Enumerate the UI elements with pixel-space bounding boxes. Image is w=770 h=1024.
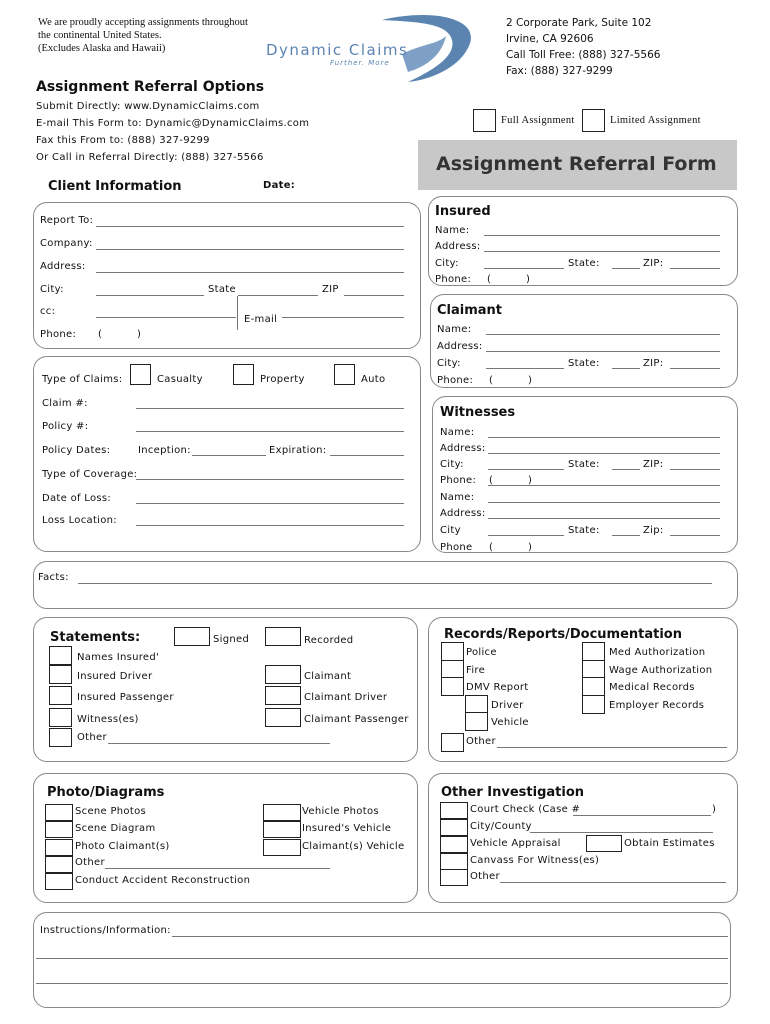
company-address [506, 15, 660, 79]
canvass-checkbox[interactable] [440, 853, 468, 870]
options-title: Assignment Referral Options [36, 79, 265, 95]
witness2-state-field[interactable] [612, 535, 640, 536]
date-of-loss-label: Date of Loss: [42, 493, 112, 504]
service-notice [38, 16, 248, 55]
insured-zip-label: ZIP: [643, 258, 664, 269]
city-county-field[interactable] [530, 832, 713, 833]
inception-field[interactable] [192, 455, 266, 456]
client-city-label: City: [40, 284, 64, 295]
claimant-passenger-label: Claimant Passenger [304, 714, 409, 725]
form-title-banner [418, 140, 737, 190]
city-county-label: City/County [470, 821, 532, 832]
address-phone: Call Toll Free: (888) 327-5566 [506, 49, 661, 61]
cc-label: cc: [40, 306, 56, 317]
fire-label: Fire [466, 665, 486, 676]
logo-tagline: Further. More [330, 59, 390, 67]
signed-checkbox[interactable] [174, 627, 210, 646]
claimant-name-label: Name: [437, 324, 472, 335]
options-email: E-mail This Form to: Dynamic@DynamicClaims.com [36, 117, 310, 129]
claimant-state-field[interactable] [612, 368, 640, 369]
insured-address-label: Address: [435, 241, 481, 252]
obtain-estimates-label: Obtain Estimates [624, 838, 715, 849]
insured-zip-field[interactable] [670, 268, 720, 269]
address-city: Irvine, CA 92606 [506, 33, 594, 45]
canvass-label: Canvass For Witness(es) [470, 855, 600, 866]
witness2-city-label: City [440, 525, 461, 536]
company-field[interactable] [96, 249, 404, 250]
instructions-field-2[interactable] [36, 958, 728, 959]
scene-photos-label: Scene Photos [75, 806, 147, 817]
insured-city-label: City: [435, 258, 459, 269]
instructions-label: Instructions/Information: [40, 925, 171, 936]
claimant-city-label: City: [437, 358, 461, 369]
recorded-label: Recorded [304, 635, 354, 646]
type-of-claims-label: Type of Claims: [42, 374, 123, 385]
reconstruction-label: Conduct Accident Reconstruction [75, 875, 251, 886]
vehicle-appraisal-label: Vehicle Appraisal [470, 838, 561, 849]
police-label: Police [466, 647, 497, 658]
witness1-address-field[interactable] [488, 453, 720, 454]
client-address-label: Address: [40, 261, 86, 272]
form-title: Assignment Referral Form [436, 153, 717, 175]
claimant-statement-label: Claimant [304, 671, 352, 682]
client-city-field[interactable] [96, 295, 204, 296]
claimant-title: Claimant [437, 303, 503, 318]
insured-vehicle-label: Insured's Vehicle [302, 823, 392, 834]
notice-line-1: We are proudly accepting assignments throughout [38, 17, 248, 28]
recorded-checkbox[interactable] [265, 627, 301, 646]
witness2-city-field[interactable] [488, 535, 564, 536]
insured-city-field[interactable] [484, 268, 564, 269]
loss-location-field[interactable] [136, 525, 404, 526]
witness1-phone-line[interactable] [488, 485, 720, 486]
photo-diagrams-title: Photo/Diagrams [47, 785, 165, 800]
other-investigation-label: Other [470, 871, 500, 882]
scene-diagram-checkbox[interactable] [45, 821, 73, 838]
witness1-state-label: State: [568, 459, 600, 470]
witnesses-checkbox[interactable] [49, 708, 72, 727]
claimant-address-label: Address: [437, 341, 483, 352]
court-check-checkbox[interactable] [440, 802, 468, 819]
statements-other-field[interactable] [108, 743, 330, 744]
police-checkbox[interactable] [441, 642, 464, 661]
statements-other-checkbox[interactable] [49, 728, 72, 747]
other-investigation-checkbox[interactable] [440, 869, 468, 886]
limited-assignment-label: Limited Assignment [610, 115, 701, 126]
photo-other-checkbox[interactable] [45, 856, 73, 873]
witness1-phone-label: Phone: [440, 475, 477, 486]
date-label: Date: [263, 180, 296, 191]
reconstruction-checkbox[interactable] [45, 873, 73, 890]
property-checkbox[interactable] [233, 364, 254, 385]
witness1-city-field[interactable] [488, 469, 564, 470]
report-to-label: Report To: [40, 215, 94, 226]
options-fax: Fax this From to: (888) 327-9299 [36, 135, 210, 146]
vehicle-appraisal-checkbox[interactable] [440, 836, 468, 853]
statements-title: Statements: [50, 630, 141, 645]
claimant-vehicle-checkbox[interactable] [263, 839, 301, 856]
claimant-name-field[interactable] [486, 334, 720, 335]
vehicle-photos-label: Vehicle Photos [302, 806, 379, 817]
dmv-report-checkbox[interactable] [441, 677, 464, 696]
statements-other-label: Other [77, 732, 107, 743]
casualty-label: Casualty [157, 374, 203, 385]
witness1-zip-field[interactable] [670, 469, 720, 470]
inception-label: Inception: [138, 445, 191, 456]
claimant-vehicle-label: Claimant(s) Vehicle [302, 841, 405, 852]
city-county-checkbox[interactable] [440, 819, 468, 836]
witness2-address-field[interactable] [488, 518, 720, 519]
wage-auth-label: Wage Authorization [609, 665, 713, 676]
logo-name: Dynamic Claims [266, 41, 409, 59]
facts-field[interactable] [78, 583, 712, 584]
witness1-state-field[interactable] [612, 469, 640, 470]
witness2-phone-field[interactable]: ( ) [489, 542, 533, 553]
photo-other-label: Other [75, 857, 105, 868]
employer-records-checkbox[interactable] [582, 695, 605, 714]
records-other-label: Other [466, 736, 496, 747]
witness1-phone-field[interactable]: ( ) [489, 475, 533, 486]
insured-name-field[interactable] [484, 235, 720, 236]
auto-checkbox[interactable] [334, 364, 355, 385]
facts-label: Facts: [38, 572, 69, 583]
vehicle-checkbox[interactable] [465, 712, 488, 731]
client-phone-field[interactable]: ( ) [98, 329, 142, 340]
records-title: Records/Reports/Documentation [444, 627, 682, 642]
policy-number-field[interactable] [136, 431, 404, 432]
vehicle-photos-checkbox[interactable] [263, 804, 301, 821]
insured-title: Insured [435, 204, 491, 219]
company-logo [262, 14, 492, 84]
casualty-checkbox[interactable] [130, 364, 151, 385]
witness2-zip-label: Zip: [643, 525, 664, 536]
claimant-address-field[interactable] [486, 351, 720, 352]
med-auth-label: Med Authorization [609, 647, 706, 658]
photo-claimant-checkbox[interactable] [45, 839, 73, 856]
notice-line-3: (Excludes Alaska and Hawaii) [38, 43, 166, 54]
full-assignment-label: Full Assignment [501, 115, 575, 126]
witness1-name-label: Name: [440, 427, 475, 438]
obtain-estimates-checkbox[interactable] [586, 835, 622, 852]
company-label: Company: [40, 238, 93, 249]
expiration-label: Expiration: [269, 445, 327, 456]
vehicle-label: Vehicle [491, 717, 529, 728]
client-phone-label: Phone: [40, 329, 77, 340]
client-email-label: E-mail [244, 314, 278, 325]
insured-phone-label: Phone: [435, 274, 472, 285]
claim-number-field[interactable] [136, 408, 404, 409]
notice-line-2: the continental United States. [38, 30, 162, 41]
expiration-field[interactable] [330, 455, 404, 456]
client-state-field[interactable] [238, 295, 318, 296]
client-state-label: State [208, 284, 236, 295]
limited-assignment-checkbox[interactable] [582, 109, 605, 132]
insured-phone-field[interactable]: ( ) [487, 274, 531, 285]
insured-state-label: State: [568, 258, 600, 269]
instructions-field-3[interactable] [36, 983, 728, 984]
client-zip-label: ZIP [322, 284, 339, 295]
address-fax: Fax: (888) 327-9299 [506, 65, 613, 77]
medical-records-checkbox[interactable] [582, 677, 605, 696]
court-check-close: ) [712, 804, 717, 815]
insured-passenger-label: Insured Passenger [77, 692, 174, 703]
claimant-phone-field[interactable]: ( ) [489, 375, 533, 386]
full-assignment-checkbox[interactable] [473, 109, 496, 132]
witnesses-title: Witnesses [440, 405, 516, 420]
cc-divider [237, 296, 238, 330]
witness1-address-label: Address: [440, 443, 486, 454]
driver-label: Driver [491, 700, 524, 711]
insured-address-field[interactable] [484, 251, 720, 252]
client-email-field[interactable] [282, 317, 404, 318]
witness2-name-label: Name: [440, 492, 475, 503]
insured-state-field[interactable] [612, 268, 640, 269]
insured-driver-checkbox[interactable] [49, 665, 72, 684]
claim-number-label: Claim #: [42, 398, 88, 409]
insured-passenger-checkbox[interactable] [49, 686, 72, 705]
insured-driver-label: Insured Driver [77, 671, 153, 682]
witness2-address-label: Address: [440, 508, 486, 519]
medical-records-label: Medical Records [609, 682, 695, 693]
photo-claimant-label: Photo Claimant(s) [75, 841, 170, 852]
med-auth-checkbox[interactable] [582, 642, 605, 661]
coverage-label: Type of Coverage: [42, 469, 138, 480]
witness1-zip-label: ZIP: [643, 459, 664, 470]
claimant-zip-field[interactable] [670, 368, 720, 369]
signed-label: Signed [213, 634, 250, 645]
client-info-title: Client Information [48, 179, 182, 194]
insured-vehicle-checkbox[interactable] [263, 821, 301, 838]
coverage-field[interactable] [136, 479, 404, 480]
report-to-field[interactable] [96, 226, 404, 227]
court-check-label: Court Check (Case # [470, 804, 581, 815]
scene-photos-checkbox[interactable] [45, 804, 73, 821]
other-investigation-field[interactable] [500, 882, 726, 883]
options-submit: Submit Directly: www.DynamicClaims.com [36, 101, 260, 112]
court-check-field[interactable] [573, 815, 711, 816]
claimant-driver-checkbox[interactable] [265, 686, 301, 705]
claimant-statement-checkbox[interactable] [265, 665, 301, 684]
claimant-city-field[interactable] [486, 368, 564, 369]
claimant-driver-label: Claimant Driver [304, 692, 388, 703]
claimant-phone-label: Phone: [437, 375, 474, 386]
records-other-field[interactable] [497, 747, 727, 748]
photo-other-field[interactable] [105, 868, 330, 869]
employer-records-label: Employer Records [609, 700, 705, 711]
loss-location-label: Loss Location: [42, 515, 117, 526]
scene-diagram-label: Scene Diagram [75, 823, 156, 834]
witness2-state-label: State: [568, 525, 600, 536]
witness1-name-field[interactable] [488, 437, 720, 438]
names-insured-label: Names Insured' [77, 652, 160, 663]
date-of-loss-field[interactable] [136, 503, 404, 504]
options-list [36, 99, 309, 166]
witness2-name-field[interactable] [488, 502, 720, 503]
claimant-passenger-checkbox[interactable] [265, 708, 301, 727]
property-label: Property [260, 374, 305, 385]
options-call: Or Call in Referral Directly: (888) 327-5566 [36, 151, 264, 163]
witness2-zip-field[interactable] [670, 535, 720, 536]
witness1-city-label: City: [440, 459, 464, 470]
witnesses-statement-label: Witness(es) [77, 714, 139, 725]
auto-label: Auto [361, 374, 386, 385]
client-address-field[interactable] [96, 272, 404, 273]
witness2-phone-label: Phone [440, 542, 473, 553]
cc-field[interactable] [96, 317, 236, 318]
claimant-state-label: State: [568, 358, 600, 369]
policy-dates-label: Policy Dates: [42, 445, 111, 456]
facts-section [33, 561, 738, 609]
address-street: 2 Corporate Park, Suite 102 [506, 17, 652, 29]
other-investigation-title: Other Investigation [441, 785, 584, 800]
claimant-zip-label: ZIP: [643, 358, 664, 369]
policy-number-label: Policy #: [42, 421, 89, 432]
records-other-checkbox[interactable] [441, 733, 464, 752]
dmv-report-label: DMV Report [466, 682, 529, 693]
names-insured-checkbox[interactable] [49, 646, 72, 665]
client-zip-field[interactable] [344, 295, 404, 296]
instructions-field-1[interactable] [172, 936, 728, 937]
insured-name-label: Name: [435, 225, 470, 236]
